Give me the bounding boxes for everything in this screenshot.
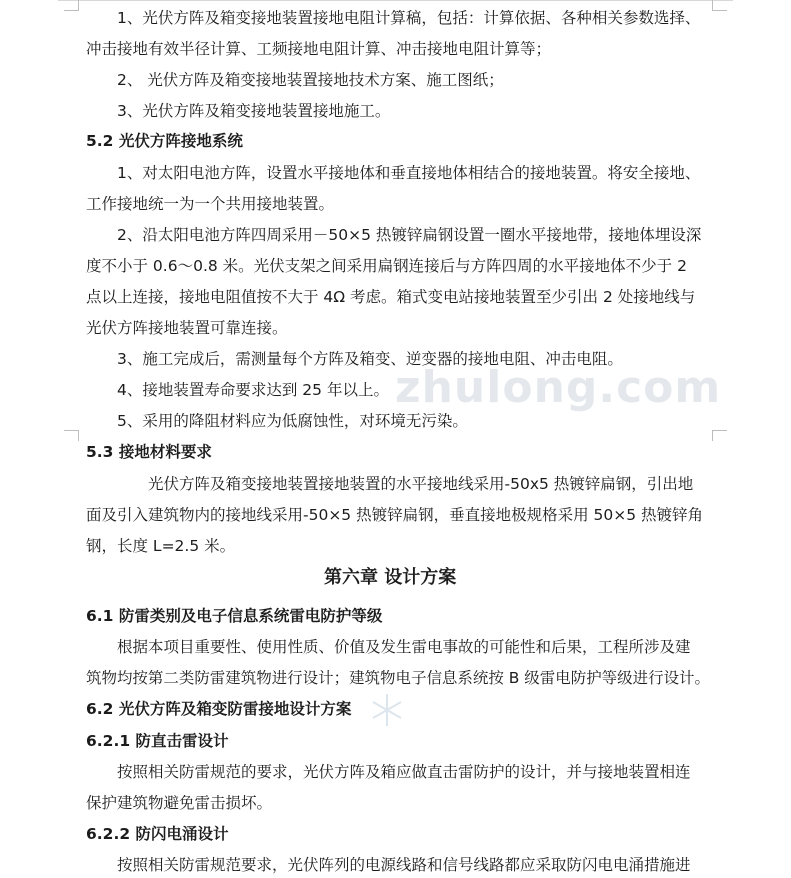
margin-mark-top-right [712,0,727,11]
margin-mark-mid-left [64,430,79,441]
watermark: zhulong.com [395,362,722,413]
margin-mark-mid-right [712,430,727,441]
margin-mark-top-left [64,0,79,11]
page-top-border [58,0,733,1]
watermark-snowflake-icon [362,690,412,730]
